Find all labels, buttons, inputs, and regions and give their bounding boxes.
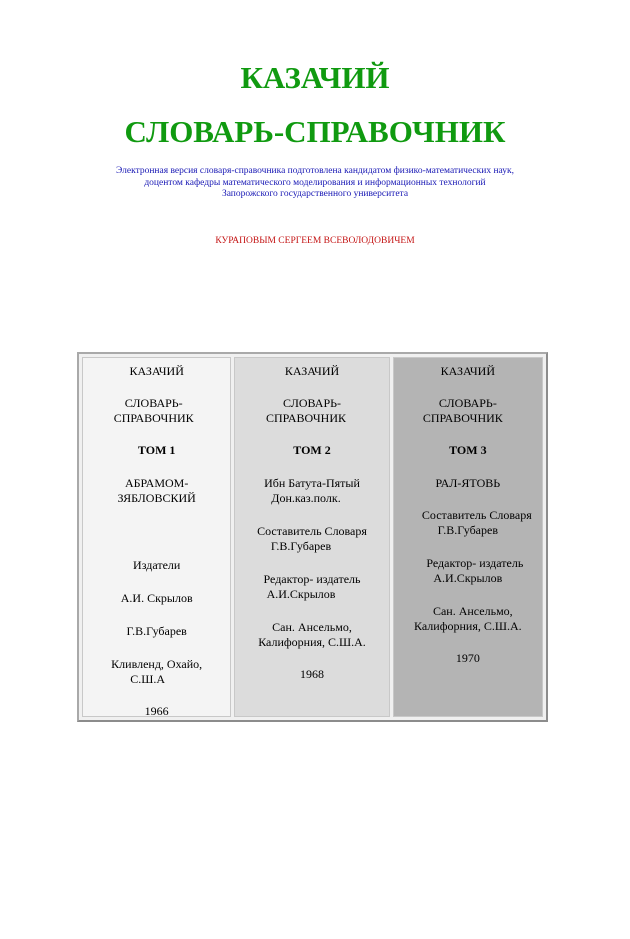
volume-1-publisher-2: Г.В.Губарев	[126, 624, 187, 638]
volume-2-editor	[235, 572, 388, 602]
place-line: Калифорния, С.Ш.А.	[414, 619, 522, 633]
description-line: Электронная версия словаря-справочника подготовлена кандидатом физико-математических наук,	[115, 166, 515, 176]
description	[80, 166, 550, 201]
subtitle-line: СПРАВОЧНИК	[113, 411, 194, 425]
volume-3-range[interactable]: РАЛ-ЯТОВЬ	[435, 476, 501, 490]
compiler-line: Составитель Словаря	[421, 508, 532, 522]
page-title-line1: КАЗАЧИЙ	[240, 60, 390, 95]
volume-1-cell[interactable]	[82, 357, 231, 717]
compiler-line: Г.В.Губарев	[437, 523, 498, 537]
editor-line: А.И.Скрылов	[433, 571, 503, 585]
volume-1-publishers-label: Издатели	[133, 558, 181, 572]
editor-line: А.И.Скрылов	[266, 587, 336, 601]
volume-2-name[interactable]: КАЗАЧИЙ	[284, 364, 340, 378]
compiler-line: Составитель Словаря	[257, 524, 367, 538]
volume-2-cell[interactable]	[234, 357, 389, 717]
volume-3-editor	[394, 556, 542, 586]
description-line: доцентом кафедры математического моделирования и информационных технологий	[144, 177, 486, 188]
volume-2-place	[235, 620, 388, 650]
place-line: С.Ш.А	[130, 672, 166, 686]
subtitle-line: СПРАВОЧНИК	[422, 411, 503, 425]
volume-3-subtitle[interactable]	[394, 396, 542, 426]
volume-1-place	[83, 657, 230, 687]
subtitle-line: СПРАВОЧНИК	[266, 411, 346, 425]
volume-1-name[interactable]: КАЗАЧИЙ	[129, 364, 184, 378]
volume-2-year: 1968	[300, 667, 324, 681]
range-line: Дон.каз.полк.	[271, 491, 341, 505]
volume-2-range[interactable]	[235, 476, 388, 506]
compiler-line: Г.В.Губарев	[270, 539, 332, 553]
place-line: Сан. Ансельмо,	[432, 604, 513, 618]
volume-1-year: 1966	[144, 704, 169, 718]
volume-3-place	[394, 604, 542, 634]
volume-1-publisher-1: А.И. Скрылов	[120, 591, 193, 605]
description-line: Запорожского государственного университета	[221, 189, 409, 199]
range-line: АБРАМОМ-	[124, 476, 189, 490]
place-line: Калифорния, С.Ш.А.	[258, 635, 366, 649]
volume-1-range[interactable]	[83, 476, 230, 506]
page-title-line2: СЛОВАРЬ-СПРАВОЧНИК	[124, 114, 506, 149]
subtitle-line: СЛОВАРЬ-	[124, 396, 183, 410]
volume-3-number[interactable]: ТОМ 3	[449, 443, 487, 457]
place-line: Кливленд, Охайо,	[111, 657, 203, 671]
editor-line: Редактор- издатель	[426, 556, 524, 570]
editor-line: Редактор- издатель	[263, 572, 361, 586]
volume-3-year: 1970	[455, 651, 480, 665]
volume-3-name[interactable]: КАЗАЧИЙ	[440, 364, 495, 378]
volumes-table	[77, 352, 548, 722]
range-line: Ибн Батута-Пятый	[264, 476, 360, 490]
range-line: ЗЯБЛОВСКИЙ	[117, 491, 196, 505]
volume-3-compiler	[394, 508, 542, 538]
volume-1-subtitle[interactable]	[83, 396, 230, 426]
volume-2-number[interactable]: ТОМ 2	[293, 443, 331, 457]
subtitle-line: СЛОВАРЬ-	[438, 396, 497, 410]
volume-2-compiler	[235, 524, 388, 554]
volume-3-cell[interactable]	[393, 357, 543, 717]
volume-2-subtitle[interactable]	[235, 396, 388, 426]
volume-1-number[interactable]: ТОМ 1	[137, 443, 176, 457]
author-name: КУРАПОВЫМ СЕРГЕЕМ ВСЕВОЛОДОВИЧЕМ	[215, 236, 415, 246]
subtitle-line: СЛОВАРЬ-	[283, 396, 341, 410]
place-line: Сан. Ансельмо,	[272, 620, 352, 634]
